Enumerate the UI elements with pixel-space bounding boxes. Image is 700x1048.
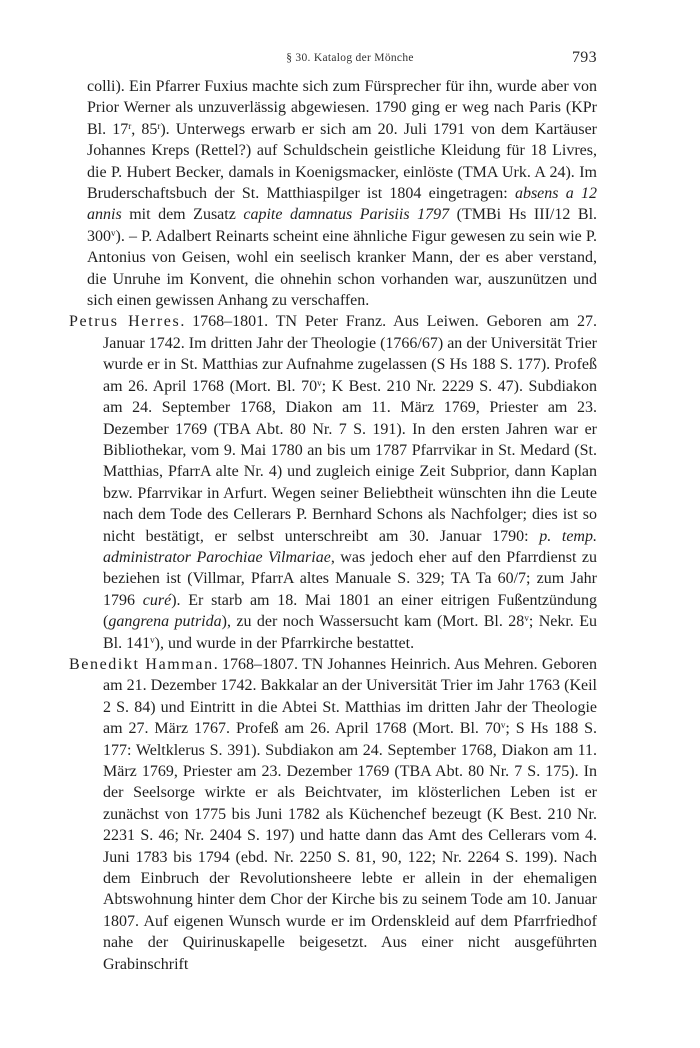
- running-title: § 30. Katalog der Mönche: [286, 52, 414, 64]
- text-body: [69, 76, 597, 975]
- intro-paragraph: colli). Ein Pfarrer Fuxius machte sich zum Fürsprecher für ihn, wurde aber von Prior Werner als unzuverlässig abgewiesen. 1790 ging er weg nach Paris (KPr Bl. 17$^r$, 85$^r$). Unterwegs erwarb er sich am 20. Juli 1791 von dem Kartäuser Johannes Kreps (Rettel?) auf Schuldschein geistliche Kleidung für 18 Livres, die P. Hubert Becker, damals in Koenigsmacker, einlöste (TMA Urk. A 24). Im Bruderschaftsbuch der St. Matthiaspilger ist 1804 eingetragen: absens a 12 annis mit dem Zusatz capite damnatus Parisiis 1797 (TMBi Hs III/12 Bl. 300$^v$). – P. Adalbert Reinarts scheint eine ähnliche Figur gewesen zu sein wie P. Antonius von Geisen, wohl ein seelisch kranker Mann, der es aber verstand, die Unruhe im Konvent, die ohnehin schon vorhanden war, auszunützen und sich einen gewissen Anhang zu verschaffen.: [87, 78, 598, 310]
- page-number: 793: [572, 49, 597, 66]
- entry-benedikt-hamman: Benedikt Hamman. 1768–1807. TN Johannes Heinrich. Aus Mehren. Geboren am 21. Dezember 1742. Bakkalar an der Universität Trier im Jahr 1763 (Keil 2 S. 84) und Eintritt in die Abtei St. Matthias im dritten Jahr der Theologie am 27. März 1767. Profeß am 26. April 1768 (Mort. Bl. 70$^v$; S Hs 188 S. 177: Weltklerus S. 391). Subdiakon am 24. September 1768, Diakon am 11. März 1769, Priester am 23. Dezember 1769 (TBA Abt. 80 Nr. 7 S. 175). In der Seelsorge wirkte er als Beichtvater, im klösterlichen Leben ist er zunächst von 1775 bis Juni 1782 als Küchenchef bezeugt (K Best. 210 Nr. 2231 S. 46; Nr. 2404 S. 197) und hatte dann das Amt des Cellerars vom 4. Juni 1783 bis 1794 (ebd. Nr. 2250 S. 81, 90, 122; Nr. 2264 S. 199). Nach dem Einbruch der Revolutionsheere lebte er allein in der ehemaligen Abtswohnung hinter dem Chor der Kirche bis zu seinem Tode am 10. Januar 1807. Auf eigenen Wunsch wurde er im Ordenskleid auf dem Pfarrfriedhof nahe der Quirinuskapelle beigesetzt. Aus einer nicht ausgeführten Grabinschrift: [69, 655, 598, 973]
- entry-name: Benedikt Hamman: [69, 655, 214, 673]
- entry-petrus-herres: Petrus Herres. 1768–1801. TN Peter Franz. Aus Leiwen. Geboren am 27. Januar 1742. Im dritten Jahr der Theologie (1766/67) an der Universität Trier wurde er in St. Matthias zur Aufnahme zugelassen (S Hs 188 S. 177). Profeß am 26. April 1768 (Mort. Bl. 70$^v$; K Best. 210 Nr. 2229 S. 47). Subdiakon am 24. September 1768, Diakon am 11. März 1769, Priester am 23. Dezember 1769 (TBA Abt. 80 Nr. 7 S. 191). In den ersten Jahren war er Bibliothekar, vom 9. Mai 1780 an bis um 1787 Pfarrvikar in St. Medard (St. Matthias, PfarrA alte Nr. 4) und zugleich einige Zeit Subprior, dann Kaplan bzw. Pfarrvikar in Arfurt. Wegen seiner Beliebtheit wünschten ihn die Leute nach dem Tode des Cellerars P. Bernhard Schons als Nachfolger; dies ist so nicht bestätigt, er selbst unterschreibt am 30. Januar 1790: p. temp. administrator Parochiae Vilmariae, was jedoch eher auf den Pfarrdienst zu beziehen ist (Villmar, PfarrA altes Manuale S. 329; TA Ta 60/7; zum Jahr 1796 curé). Er starb am 18. Mai 1801 an einer eitrigen Fußentzündung (gangrena putrida), zu der noch Wassersucht kam (Mort. Bl. 28$^v$; Nekr. Eu Bl. 141$^v$), und wurde in der Pfarrkirche bestattet.: [69, 313, 598, 652]
- entry-name: Petrus Herres: [69, 313, 181, 331]
